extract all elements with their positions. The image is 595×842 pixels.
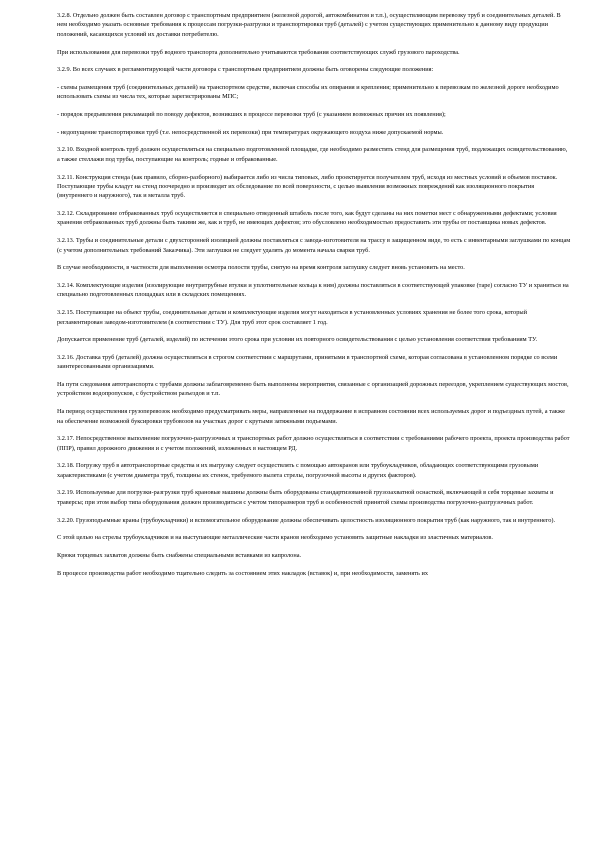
paragraph-3-2-12: 3.2.12. Складирование отбракованных труб осуществляется в специально отведенный штабель после того, как будут сделаны на них пометки мест с обнаруженными дефектами; условия хранения отбракованных труб должны быть такими же, как и труб, не имеющих дефектов; это обусловлено необходимостью предоставить эти трубы от поставщика новых дефектов. (57, 210, 557, 227)
paragraph-road-maintenance: На период осуществления грузоперевозок необходимо предусматривать меры, направленные на поддержание в исправном состоянии всех используемых дорог и подъездных путей, а также на обеспечение возможной буксировки трубовозов на участках дорог с крутыми затяжными подъемами. (57, 408, 565, 425)
paragraph-3-2-14: 3.2.14. Комплектующие изделия (изолирующие внутритрубные втулки и уплотнительные кольца к ним) должны поставляться в соответствующей упаковке (таре) согласно ТУ и храниться на специально подготовленных площадках или в складских помещениях. (57, 281, 569, 299)
paragraph-pad-inspection: В процессе производства работ необходимо тщательно следить за состоянием этих накладок (вставок) и, при необходимости, заменять их (57, 569, 429, 577)
paragraph-3-2-19: 3.2.19. Используемые для погрузки-разгрузки труб крановые машины должны быть оборудованы стандартизованной грузозахватной оснасткой, включающей в себя торцевые захваты и траверсы; при этом выбор типа оборудования должен производиться с учетом типоразмеров труб и особенностей принятой схемы производства погрузочно-разгрузочных работ. (57, 489, 554, 506)
paragraph-plug-reinstall: В случае необходимости, в частности для выполнения осмотра полости трубы, снятую на время контроля заглушку следует вновь установить на место. (57, 264, 465, 272)
paragraph-caprolon-inserts: Крюки торцевых захватов должны быть снабжены специальными вставками из капролона. (57, 551, 302, 559)
paragraph-protective-pads: С этой целью на стрелы трубоукладчиков и на выступающие металлические части кранов необходимо установить защитные накладки из эластичных материалов. (57, 534, 493, 542)
paragraph-3-2-13: 3.2.13. Трубы и соединительные детали с двухсторонней изоляцией должны поставляться с завода-изготовителя на трассу в защищенном виде, то есть с инвентарными заглушками по концам (с учетом дополнительных требований Заказчика). Эти заглушки не следует удалять до момента начала сварки труб. (57, 237, 571, 254)
paragraph-3-2-20: 3.2.20. Грузоподъемные краны (трубоукладчики) и вспомогательное оборудование должны обеспечивать целостность изоляционного покрытия труб (как наружного, так и внутреннего). (57, 516, 556, 524)
list-item-temperature-limit: - недопущение транспортировки труб (т.е. непосредственной их перевозки) при температурах окружающего воздуха ниже допускаемой нормы. (57, 128, 444, 136)
paragraph-reinspection: Допускается применение труб (деталей, изделий) по истечении этого срока при условии их повторного освидетельствования с целью установления соответствия требованиям ТУ. (57, 336, 538, 344)
paragraph-route-measures: На пути следования автотранспорта с трубами должны заблаговременно быть выполнены мероприятия, связанные с организацией дорожных переездов, укреплением существующих мостов, устройством водопропусков, с бустройством разъездов и т.п. (57, 381, 569, 398)
paragraph-3-2-18: 3.2.18. Погрузку труб в автотранспортные средства и их выгрузку следует осуществлять с помощью автокранов или трубоукладчиков, обладающих соответствующими грузовыми характеристиками (с учетом диаметра труб, толщины их стенок, требуемого вылета стрелы, погрузочной высоты и других факторов). (57, 462, 539, 479)
paragraph-3-2-11: 3.2.11. Конструкция стенда (как правило, сборно-разборного) выбирается либо из числа типовых, либо проектируется получателем труб, исходя из местных условий и объемов поставок. Поступающие трубы кладут на стенд поочередно и производят их обследование по всей поверхности, с целью выявления возможных повреждений как изоляционного покрытия (внутреннего и наружного), так и металла труб. (57, 173, 558, 200)
list-item-claims-procedure: - порядок предъявления рекламаций по поводу дефектов, возникших в процессе перевозки труб (с указанием возможных причин их появления); (57, 111, 446, 119)
paragraph-3-2-15: 3.2.15. Поступающие на объект трубы, соединительные детали и комплектующие изделия могут находиться в установленных условиях хранения не более того срока, который регламентирован заводом-изготовителем (в соответствии с ТУ). Для труб этот срок составляет 1 год. (57, 309, 527, 326)
paragraph-3-2-16: 3.2.16. Доставка труб (деталей) должна осуществляться в строгом соответствии с маршрутами, принятыми в транспортной схеме, которая согласована в установленном порядке со всеми заинтересованными организациями. (57, 353, 558, 371)
paragraph-3-2-10: 3.2.10. Входной контроль труб должен осуществляться на специально подготовленной площадке, где необходимо разместить стенд для размещения труб, подлежащих освидетельствованию, а также стеллажи под трубы, поступающие на контроль; годные и отбракованные. (57, 146, 568, 163)
paragraph-water-transport: При использовании для перевозки труб водного транспорта дополнительно учитываются требования соответствующих служб грузового пароходства. (57, 48, 460, 56)
list-item-placement-schemes: - схемы размещения труб (соединительных деталей) на транспортном средстве, включая способы их опирания и крепления; применительно к перевозкам по железной дороге необходимо использовать схемы из числа тех, которые зарегистрированы МПС; (57, 83, 559, 101)
paragraph-3-2-17: 3.2.17. Непосредственное выполнение погрузочно-разгрузочных и транспортных работ должно осуществляться в соответствии с требованиями рабочего проекта, проекта производства работ (ППР), правил дорожного движения и с учетом положений, изложенных в настоящем РД. (57, 435, 570, 452)
paragraph-3-2-9: 3.2.9. Во всех случаях в регламентирующей части договора с транспортным предприятием должны быть оговорены следующие положения: (57, 66, 434, 74)
paragraph-3-2-8: 3.2.8. Отдельно должен быть составлен договор с транспортным предприятием (железной дорогой, автокомбинатом и т.п.), осуществляющим перевозку труб и соединительных деталей. В нем необходимо указать основные требования к процессам погрузки-разгрузки и транспортировки труб (деталей) с учетом существующих применительно к данному виду продукции положений, касающихся условий их доставки потребителю. (57, 12, 561, 38)
